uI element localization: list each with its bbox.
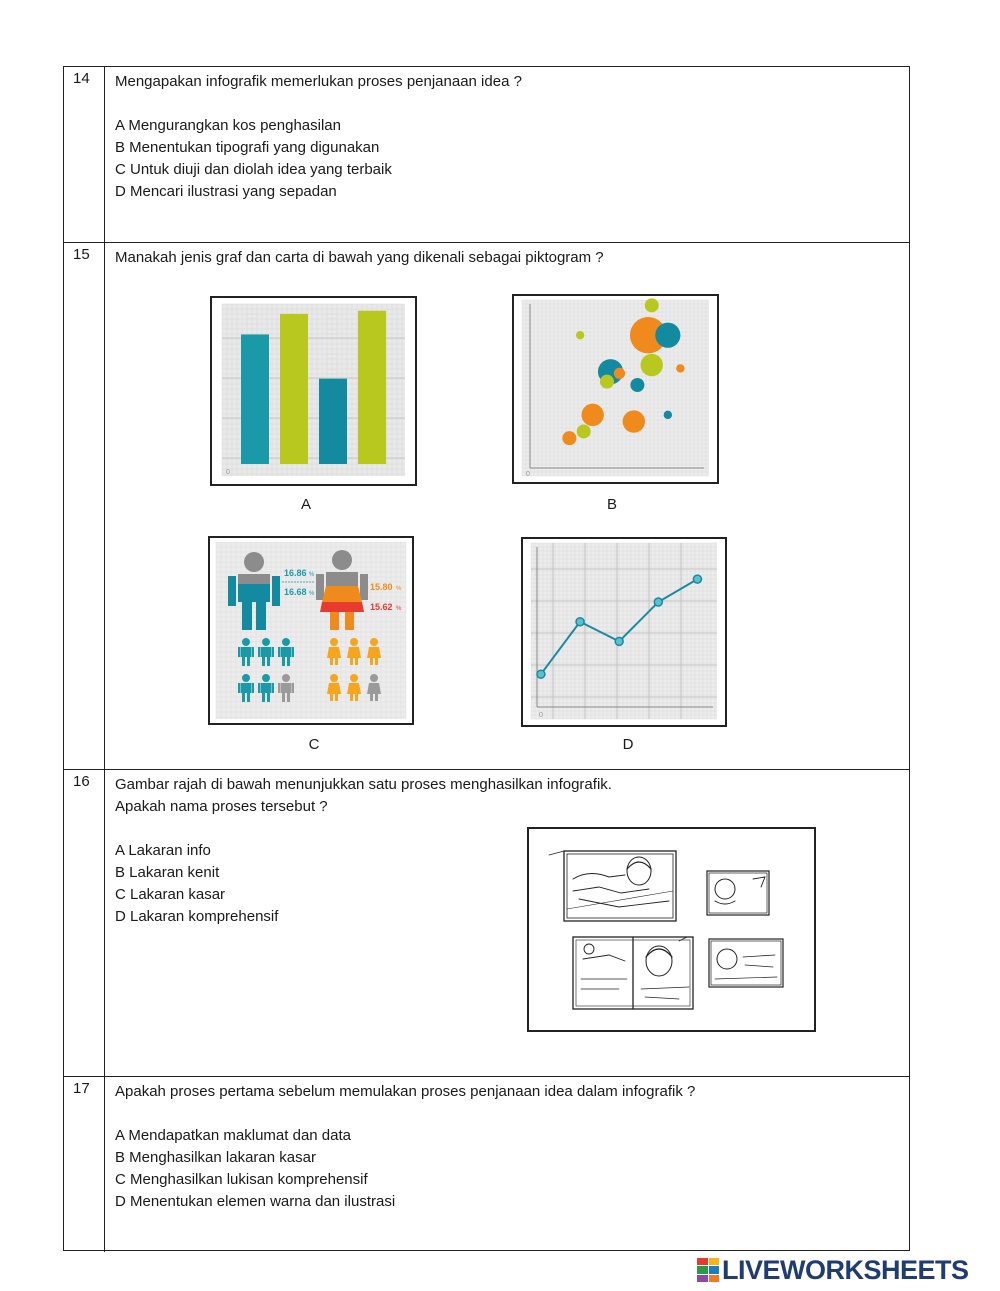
logo-square (697, 1266, 708, 1273)
question-row-17 (64, 1077, 909, 1252)
figure-a-bar-chart[interactable] (210, 296, 417, 486)
question-row-15 (64, 243, 909, 770)
figure-d-label: D (622, 736, 634, 753)
bar-axis-zero: 0 (226, 469, 230, 476)
option-c[interactable]: C Lakaran kasar (115, 886, 226, 903)
option-d[interactable]: D Lakaran komprehensif (115, 908, 279, 925)
bubble-axis-zero: 0 (526, 471, 530, 478)
sketch-panel-4 (709, 939, 783, 987)
line-point-2 (576, 618, 584, 626)
bubble-13 (664, 411, 672, 419)
bubble-10 (641, 354, 663, 376)
male-unit-top: % (309, 572, 315, 578)
option-c[interactable]: C Menghasilkan lukisan komprehensif (115, 1171, 368, 1188)
option-a[interactable]: A Mendapatkan maklumat dan data (115, 1127, 351, 1144)
line-point-3 (615, 637, 623, 645)
question-content (115, 1081, 899, 1213)
female-value-top: 15.80 (370, 582, 393, 592)
bubble-chart-svg (514, 296, 717, 482)
number-cell (64, 67, 105, 242)
bubble-14 (676, 364, 684, 372)
male-unit-bottom: % (309, 591, 315, 597)
logo-square (709, 1275, 720, 1282)
logo-square (709, 1258, 720, 1265)
figure-c-pictogram[interactable] (208, 536, 414, 725)
question-text-line1: Gambar rajah di bawah menunjukkan satu proses menghasilkan infografik. (115, 776, 612, 793)
question-text-line2: Apakah nama proses tersebut ? (115, 798, 328, 815)
figure-b-label: B (606, 496, 617, 513)
sketch-panel-3 (573, 937, 693, 1009)
number-cell (64, 1077, 105, 1252)
logo-square (697, 1275, 708, 1282)
figure-a-label: A (300, 496, 311, 513)
question-text: Mengapakan infografik memerlukan proses penjanaan idea ? (115, 73, 522, 90)
bubble-12 (645, 298, 659, 312)
male-value-bottom: 16.68 (284, 587, 307, 597)
figure-c-label: C (308, 736, 320, 753)
question-number: 16 (73, 773, 90, 790)
female-unit-bottom: % (396, 606, 402, 612)
line-axis-zero: 0 (539, 712, 543, 719)
question-number: 15 (73, 246, 90, 263)
liveworksheets-logo-text: LIVEWORKSHEETS (722, 1254, 969, 1285)
line-point-4 (654, 598, 662, 606)
number-cell (64, 770, 105, 1076)
option-a[interactable]: A Lakaran info (115, 842, 211, 859)
liveworksheets-logo[interactable] (697, 1256, 969, 1284)
bar-1 (241, 334, 269, 464)
bubble-5 (600, 375, 614, 389)
option-c[interactable]: C Untuk diuji dan diolah idea yang terbaik (115, 161, 392, 178)
bubble-2 (577, 424, 591, 438)
bubble-11 (655, 323, 680, 348)
male-value-top: 16.86 (284, 568, 307, 578)
bar-4 (358, 311, 386, 464)
question-content (115, 71, 899, 203)
bubble-15 (576, 331, 584, 339)
question-text: Apakah proses pertama sebelum memulakan proses penjanaan idea dalam infografik ? (115, 1083, 696, 1100)
bubble-6 (614, 368, 625, 379)
option-a[interactable]: A Mengurangkan kos penghasilan (115, 117, 341, 134)
sketch-panel-1 (549, 851, 676, 921)
question-row-16 (64, 770, 909, 1077)
liveworksheets-logo-icon (697, 1258, 719, 1282)
worksheet-table (63, 66, 910, 1251)
sketch-svg (529, 829, 814, 1030)
pictogram-svg (210, 538, 412, 723)
question-row-14 (64, 67, 909, 243)
figure-d-line-chart[interactable] (521, 537, 727, 727)
question-number: 17 (73, 1080, 90, 1097)
logo-square (709, 1266, 720, 1273)
option-b[interactable]: B Menentukan tipografi yang digunakan (115, 139, 380, 156)
line-point-1 (537, 670, 545, 678)
bubble-7 (623, 410, 645, 432)
sketch-panel-2 (707, 871, 769, 915)
female-value-bottom: 15.62 (370, 602, 393, 612)
number-cell (64, 243, 105, 769)
bubble-1 (562, 431, 576, 445)
question-number: 14 (73, 70, 90, 87)
female-unit-top: % (396, 586, 402, 592)
options-list (115, 1125, 899, 1213)
options-list (115, 115, 899, 203)
bar-2 (280, 314, 308, 464)
line-chart-svg (523, 539, 725, 725)
bar-3 (319, 379, 347, 464)
option-b[interactable]: B Menghasilkan lakaran kasar (115, 1149, 316, 1166)
figure-b-bubble-chart[interactable] (512, 294, 719, 484)
option-d[interactable]: D Mencari ilustrasi yang sepadan (115, 183, 337, 200)
bubble-8 (630, 378, 644, 392)
bar-chart-svg (212, 298, 415, 484)
question-text: Manakah jenis graf dan carta di bawah yang dikenali sebagai piktogram ? (115, 249, 604, 266)
question-content (115, 247, 899, 269)
line-point-5 (693, 575, 701, 583)
rough-sketch-image[interactable] (527, 827, 816, 1032)
option-d[interactable]: D Menentukan elemen warna dan ilustrasi (115, 1193, 396, 1210)
option-b[interactable]: B Lakaran kenit (115, 864, 220, 881)
bubble-3 (581, 404, 603, 426)
logo-square (697, 1258, 708, 1265)
